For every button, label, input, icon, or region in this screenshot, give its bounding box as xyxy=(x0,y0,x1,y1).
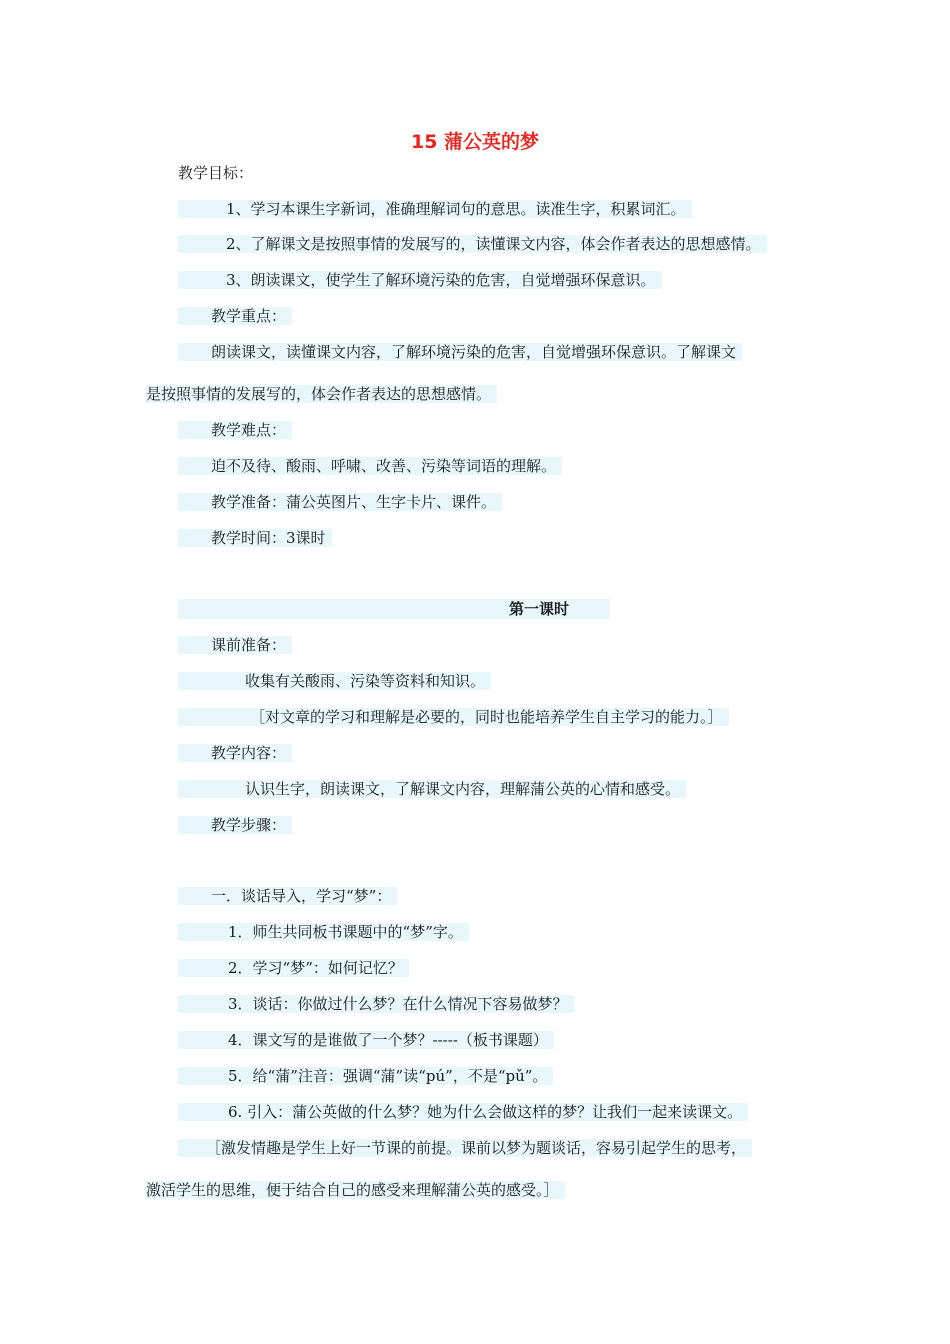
step-1-note-line-2: 激活学生的思维，便于结合自己的感受来理解蒲公英的感受。］ xyxy=(146,1180,565,1200)
document-title: 15 蒲公英的梦 xyxy=(410,131,540,153)
difficulties-heading: 教学难点： xyxy=(178,420,292,440)
objective-item-1 xyxy=(178,199,692,219)
objective-text: 2、了解课文是按照事情的发展写的，读懂课文内容，体会作者表达的思想感情。 xyxy=(178,235,767,253)
lesson-1-heading: 第一课时 xyxy=(178,599,610,619)
objective-item-3 xyxy=(178,270,662,290)
pre-class-note: ［对文章的学习和理解是必要的，同时也能培养学生自主学习的能力。］ xyxy=(178,707,729,727)
key-points-line-1: 朗读课文，读懂课文内容，了解环境污染的危害，自觉增强环保意识。了解课文 xyxy=(178,342,742,362)
step-1-item: 4．课文写的是谁做了一个梦？-----（板书课题） xyxy=(178,1030,554,1050)
step-1-heading: 一．谈话导入，学习“梦”： xyxy=(178,886,397,906)
step-1-item: 1．师生共同板书课题中的“梦”字。 xyxy=(178,922,469,942)
step-1-item: 5．给“蒲”注音：强调“蒲”读“pú”，不是“pǔ”。 xyxy=(178,1066,553,1086)
step-1-item: 3．谈话：你做过什么梦？在什么情况下容易做梦？ xyxy=(178,994,574,1014)
step-1-note-line-1: ［激发情趣是学生上好一节课的前提。课前以梦为题谈话，容易引起学生的思考， xyxy=(178,1138,752,1158)
pre-class-heading: 课前准备： xyxy=(178,635,292,655)
content-heading: 教学内容： xyxy=(178,743,292,763)
objective-item-2 xyxy=(178,234,767,254)
objectives-heading: 教学目标： xyxy=(178,164,254,182)
step-1-item: 6. 引入：蒲公英做的什么梦？她为什么会做这样的梦？让我们一起来读课文。 xyxy=(178,1102,748,1122)
content-text: 认识生字，朗读课文，了解课文内容，理解蒲公英的心情和感受。 xyxy=(178,779,686,799)
key-points-line-2: 是按照事情的发展写的，体会作者表达的思想感情。 xyxy=(146,384,497,404)
time-text: 教学时间：3课时 xyxy=(178,528,332,548)
step-1-item: 2．学习“梦”：如何记忆？ xyxy=(178,958,409,978)
objective-text: 3、朗读课文，使学生了解环境污染的危害，自觉增强环保意识。 xyxy=(178,271,662,289)
preparation-text: 教学准备：蒲公英图片、生字卡片、课件。 xyxy=(178,492,502,512)
pre-class-text: 收集有关酸雨、污染等资料和知识。 xyxy=(178,671,491,691)
key-points-heading: 教学重点： xyxy=(178,306,292,326)
steps-heading: 教学步骤： xyxy=(178,815,292,835)
difficulties-text: 迫不及待、酸雨、呼啸、改善、污染等词语的理解。 xyxy=(178,456,562,476)
objective-text: 1、学习本课生字新词，准确理解词句的意思。读准生字，积累词汇。 xyxy=(178,200,692,218)
